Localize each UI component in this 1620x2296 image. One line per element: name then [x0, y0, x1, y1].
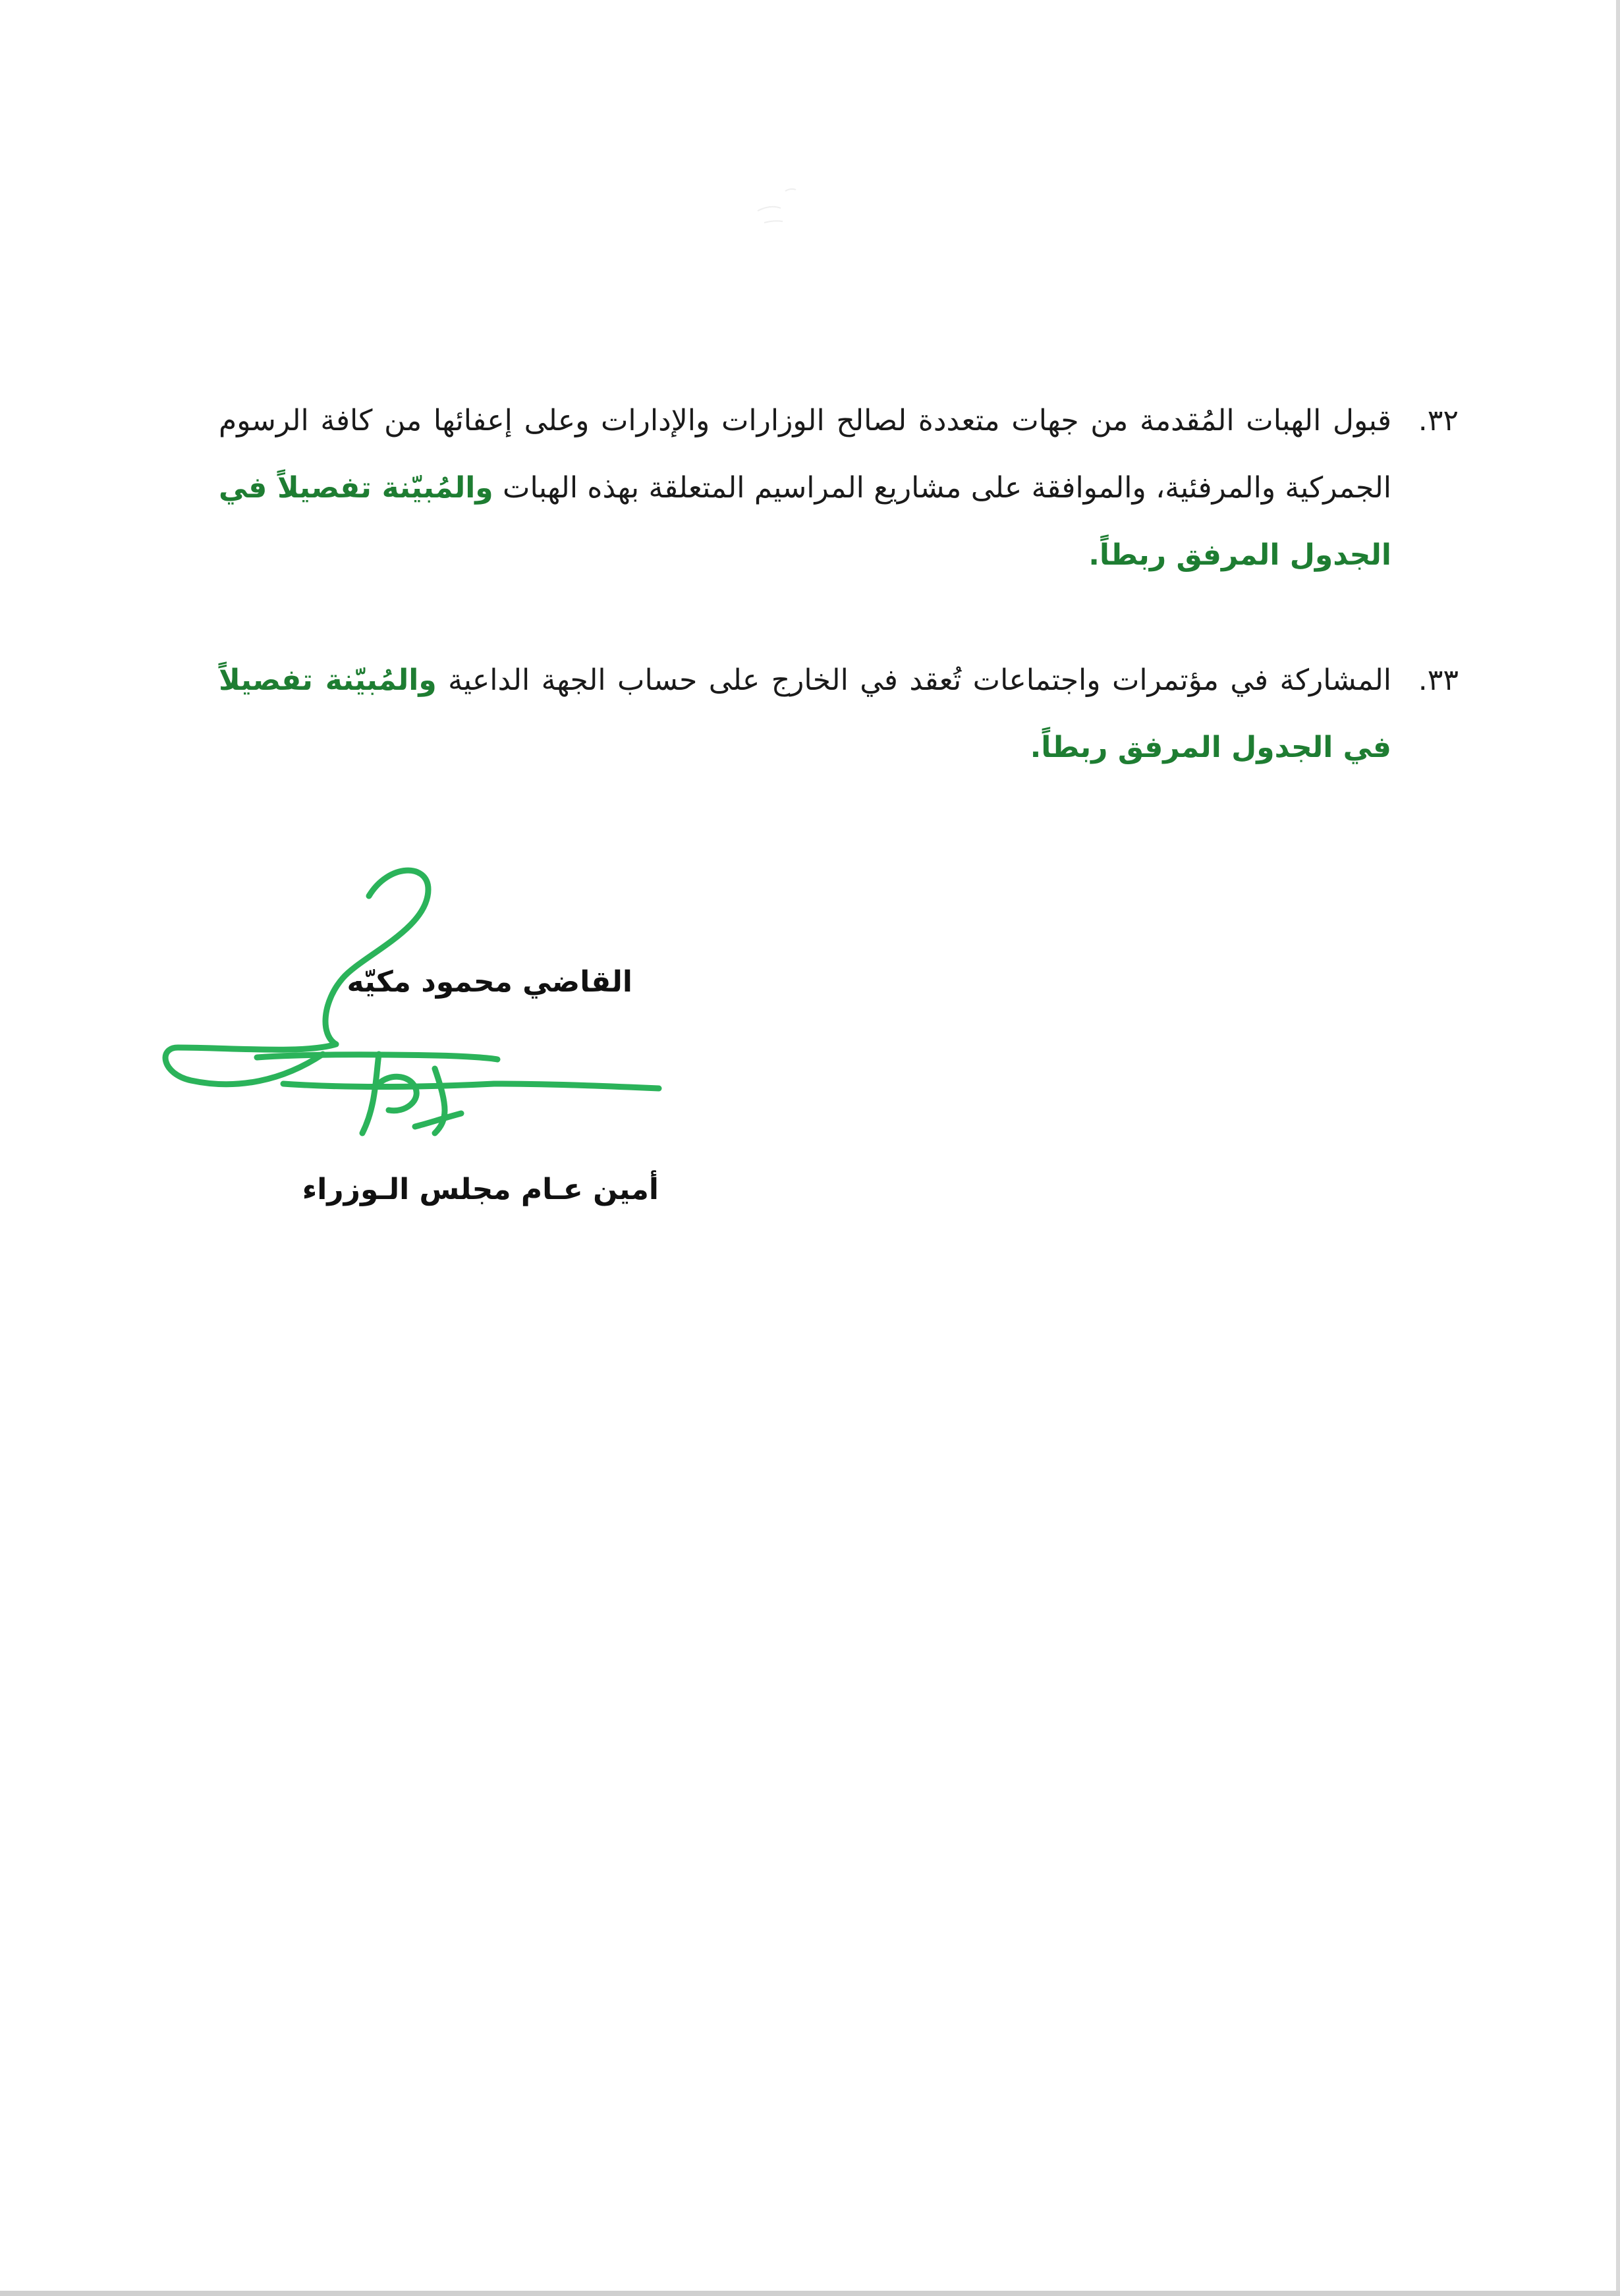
- item-number-33: ٣٣.: [1418, 663, 1459, 697]
- scan-edge-right: [1616, 0, 1620, 2296]
- item-number-32: ٣٢.: [1418, 404, 1459, 437]
- item-32-highlight: والمُبيّنة تفصيلاً في الجدول المرفق ربطاً.: [219, 471, 1391, 572]
- signer-title: أمين عـام مجلس الـوزراء: [302, 1173, 659, 1206]
- item-33-paragraph: [219, 647, 1391, 781]
- faint-mark: [744, 165, 824, 231]
- item-33-text: المشاركة في مؤتمرات واجتماعات تُعقد في الخارج على حساب الجهة الداعية: [436, 663, 1391, 697]
- item-33-highlight: والمُبيّنة تفصيلاً في الجدول المرفق ربطاً.: [219, 663, 1391, 764]
- handwritten-signature: [152, 856, 679, 1160]
- item-32-text: قبول الهبات المُقدمة من جهات متعددة لصالح الوزارات والإدارات وعلى إعفائها من كافة الرسوم الجمركية والمرفئية، والموافقة على مشاريع المراسيم المتعلقة بهذه الهبات: [219, 404, 1391, 505]
- scan-edge-bottom: [0, 2291, 1620, 2296]
- signer-name: القاضي محمود مكيّه: [347, 965, 632, 999]
- item-32-paragraph: [219, 387, 1391, 589]
